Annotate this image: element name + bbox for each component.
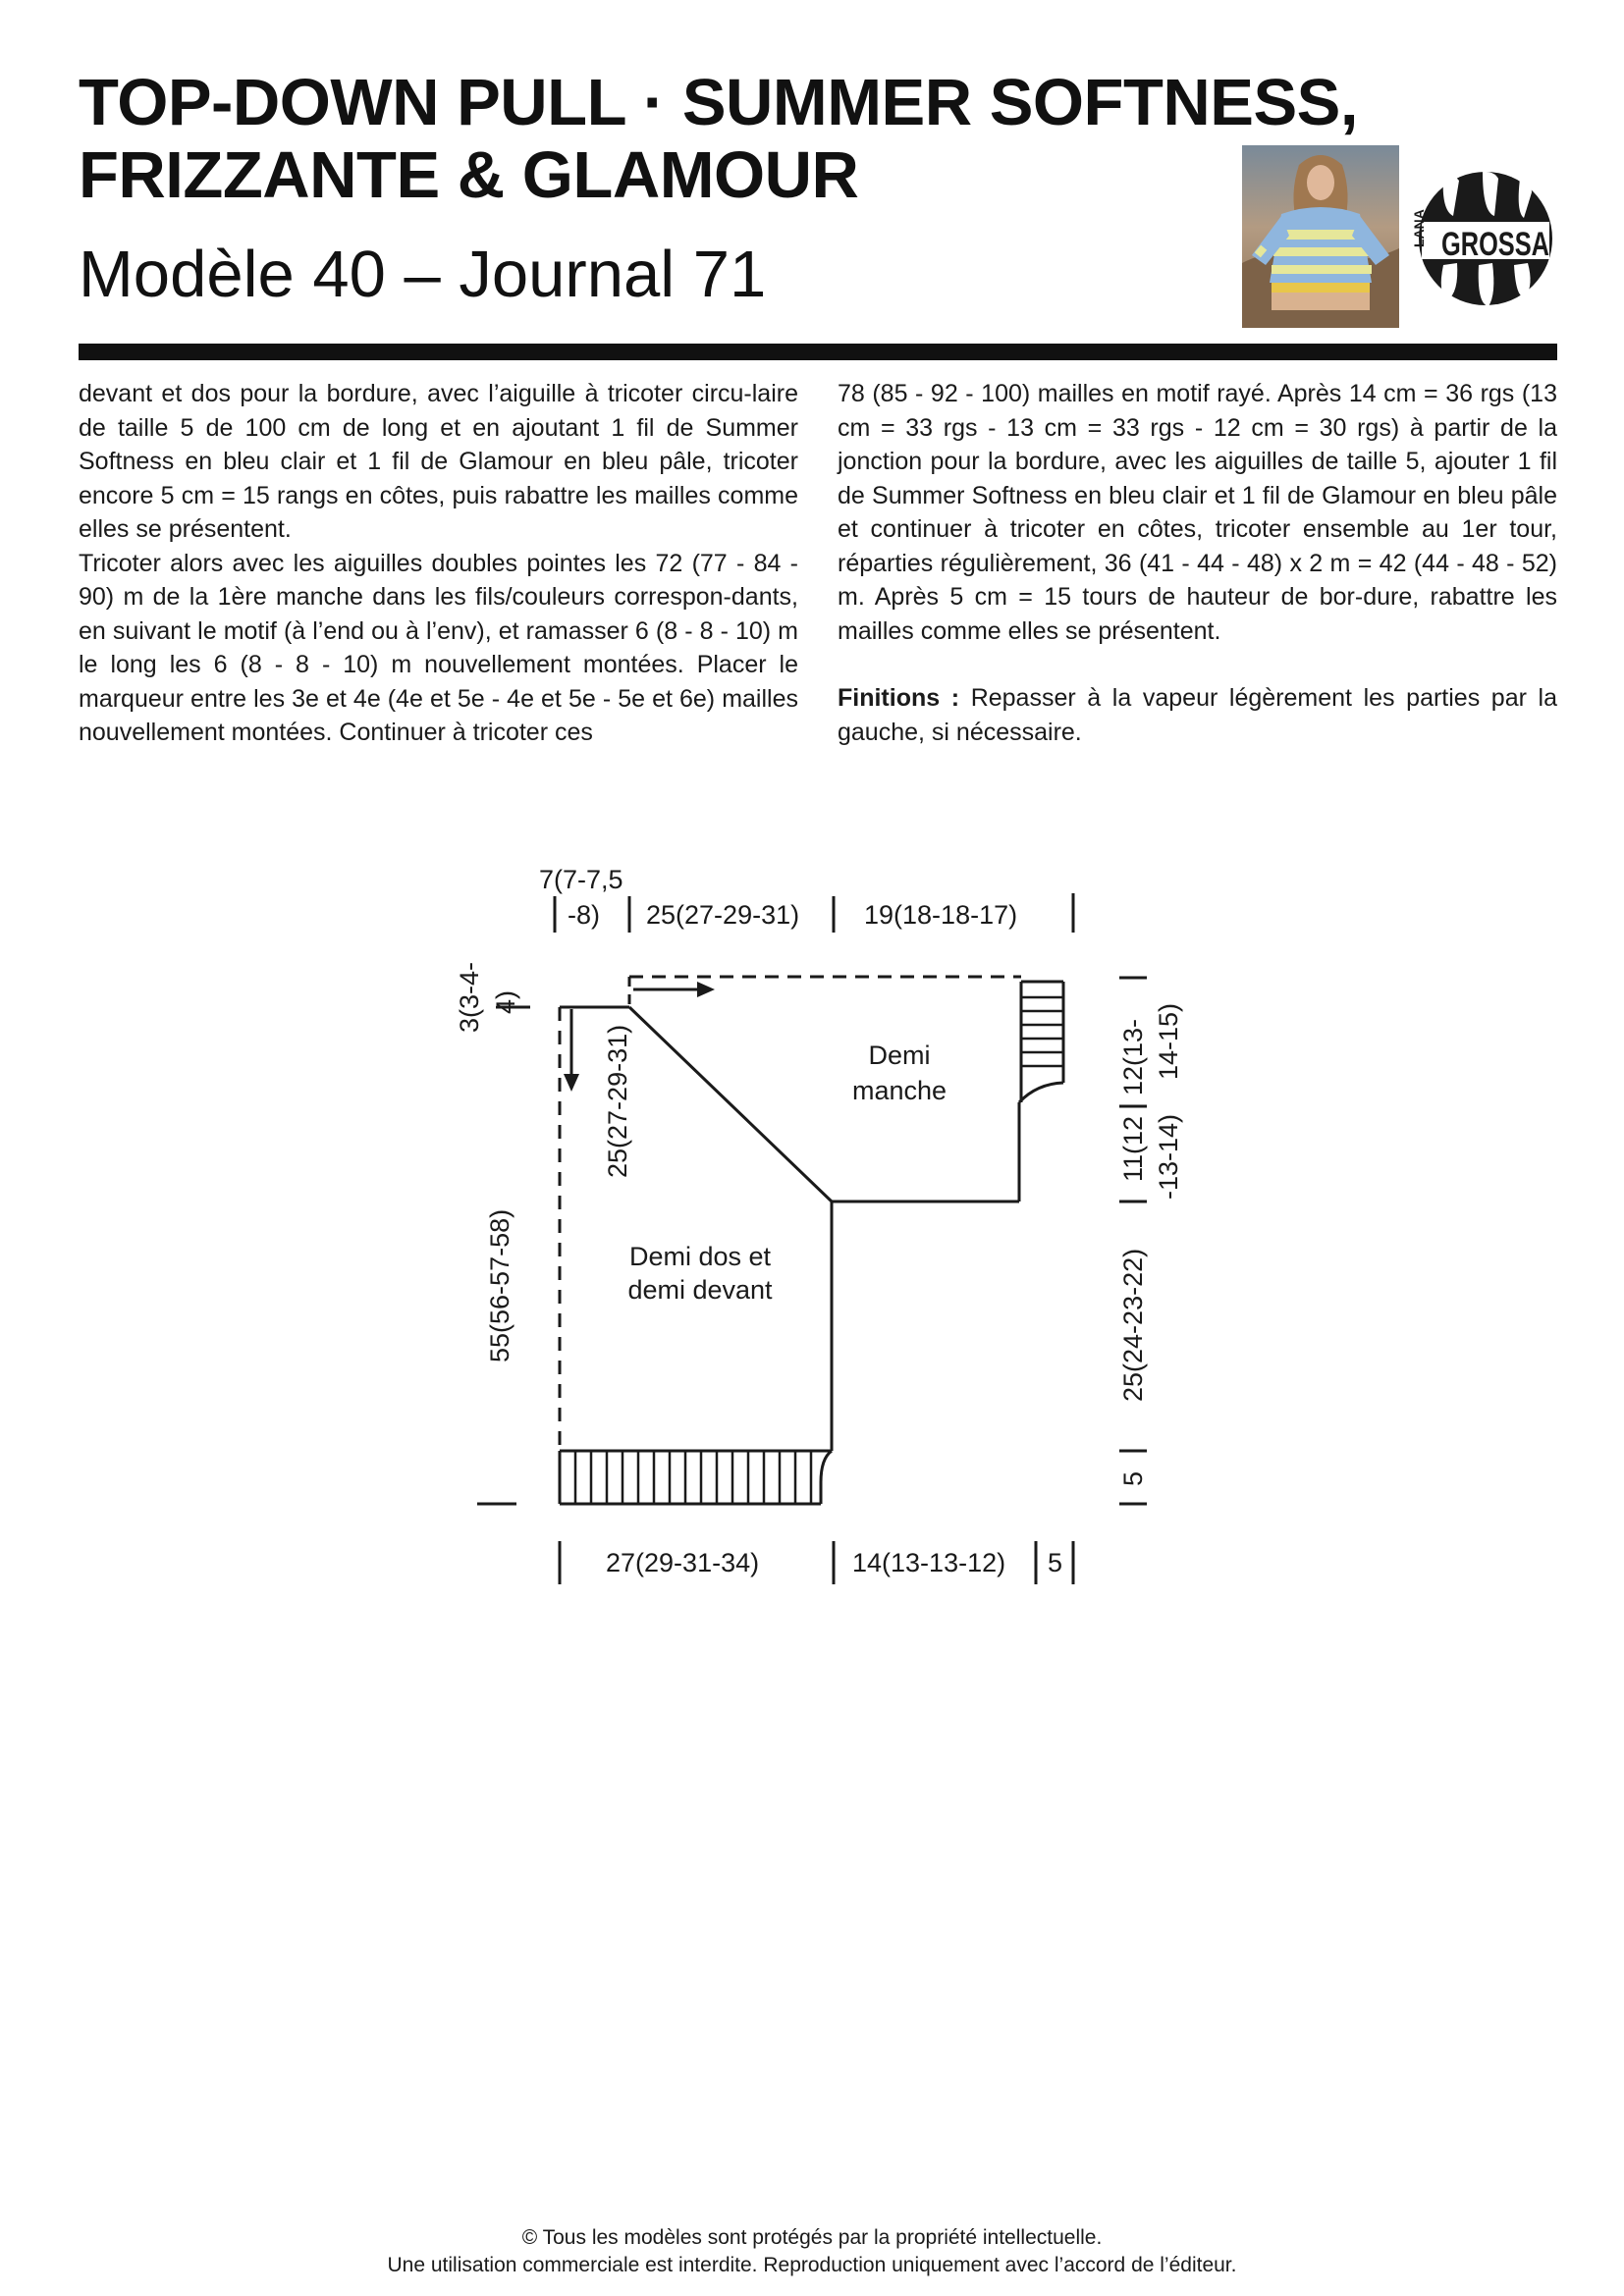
- left-paragraph-1: devant et dos pour la bordure, avec l’aiguille à tricoter circu-laire de taille 5 de 100 cm de long et en ajoutant 1 fil de Summer Softness en bleu clair et 1 fil de Glamour en bleu pâle, tricoter encore 5 cm = 15 rangs en côtes, puis rabattre les mailles comme elles se présentent.: [79, 380, 798, 543]
- label-right-c: 25(24-23-22): [1118, 1248, 1148, 1402]
- label-body-1: Demi dos et: [628, 1242, 772, 1271]
- arrow-down-icon: [564, 1074, 579, 1092]
- label-left-top-2: 4): [491, 989, 520, 1014]
- arrow-right-icon: [697, 982, 715, 997]
- logo-text-grossa: GROSSA: [1441, 226, 1549, 263]
- label-right-b-1: 11(12: [1118, 1115, 1148, 1182]
- label-left-top-1: 3(3-4-: [455, 961, 484, 1033]
- left-paragraph-2: Tricoter alors avec les aiguilles doubles pointes les 72 (77 - 84 - 90) m de la 1ère manche dans les fils/couleurs correspon-dants, en suivant le motif (à l’end ou à l’env), et ramasser 6 (8 - 8 - 10) m le long les 6 (8 - 8 - 10) m nouvellement montées. Placer le marqueur entre les 3e et 4e (4e et 5e - 4e et 5e - 5e et 6e) mailles nouvellement montées. Continuer à tricoter ces: [79, 549, 798, 746]
- label-right-a-1: 12(13-: [1118, 1018, 1148, 1095]
- label-sleeve-1: Demi: [868, 1041, 931, 1070]
- finishing-label: Finitions :: [838, 684, 960, 712]
- label-sleeve-2: manche: [851, 1076, 947, 1105]
- page-subtitle: Modèle 40 – Journal 71: [79, 238, 767, 311]
- label-right-d: 5: [1118, 1470, 1148, 1486]
- label-top-left-1: 7(7-7,5: [539, 865, 623, 894]
- label-right-b-2: -13-14): [1154, 1113, 1183, 1200]
- finishing-text: Repasser à la vapeur légèrement les parties par la gauche, si nécessaire.: [838, 684, 1558, 746]
- label-bottom-c: 5: [1048, 1548, 1063, 1577]
- logo-text-lana: LANA: [1411, 209, 1427, 247]
- footer: [0, 2224, 1624, 2279]
- title-line-1: TOP-DOWN PULL · SUMMER SOFTNESS,: [79, 66, 1358, 139]
- footer-line-1: © Tous les modèles sont protégés par la propriété intellectuelle.: [521, 2226, 1103, 2249]
- label-top-mid: 25(27-29-31): [646, 900, 800, 930]
- label-body-2: demi devant: [627, 1275, 773, 1305]
- label-top-right: 19(18-18-17): [864, 900, 1018, 930]
- label-bottom-a: 27(29-31-34): [606, 1548, 760, 1577]
- right-paragraph-1: 78 (85 - 92 - 100) mailles en motif rayé. Après 14 cm = 36 rgs (13 cm = 33 rgs - 13 cm = 33 rgs - 12 cm = 30 rgs) à partir de la jonction pour la bordure, avec les aiguilles de taille 5, ajouter 1 fil de Summer Softness en bleu clair et 1 fil de Glamour en bleu pâle et continuer à tricoter en côtes, tricoter ensemble au 1er tour, réparties régulièrement, 36 (41 - 44 - 48) x 2 m = 42 (44 - 48 - 52) m. Après 5 cm = 15 tours de hauteur de bor-dure, rabattre les mailles comme elles se présentent.: [838, 380, 1557, 645]
- label-inner-vertical: 25(27-29-31): [603, 1024, 632, 1178]
- label-bottom-b: 14(13-13-12): [852, 1548, 1006, 1577]
- footer-line-2: Une utilisation commerciale est interdite. Reproduction uniquement avec l’accord de l’éditeur.: [387, 2254, 1237, 2276]
- title-line-2: FRIZZANTE & GLAMOUR: [79, 138, 859, 212]
- label-right-a-2: 14-15): [1154, 1002, 1183, 1080]
- label-top-left-2: -8): [568, 900, 600, 930]
- label-left-long: 55(56-57-58): [485, 1208, 514, 1362]
